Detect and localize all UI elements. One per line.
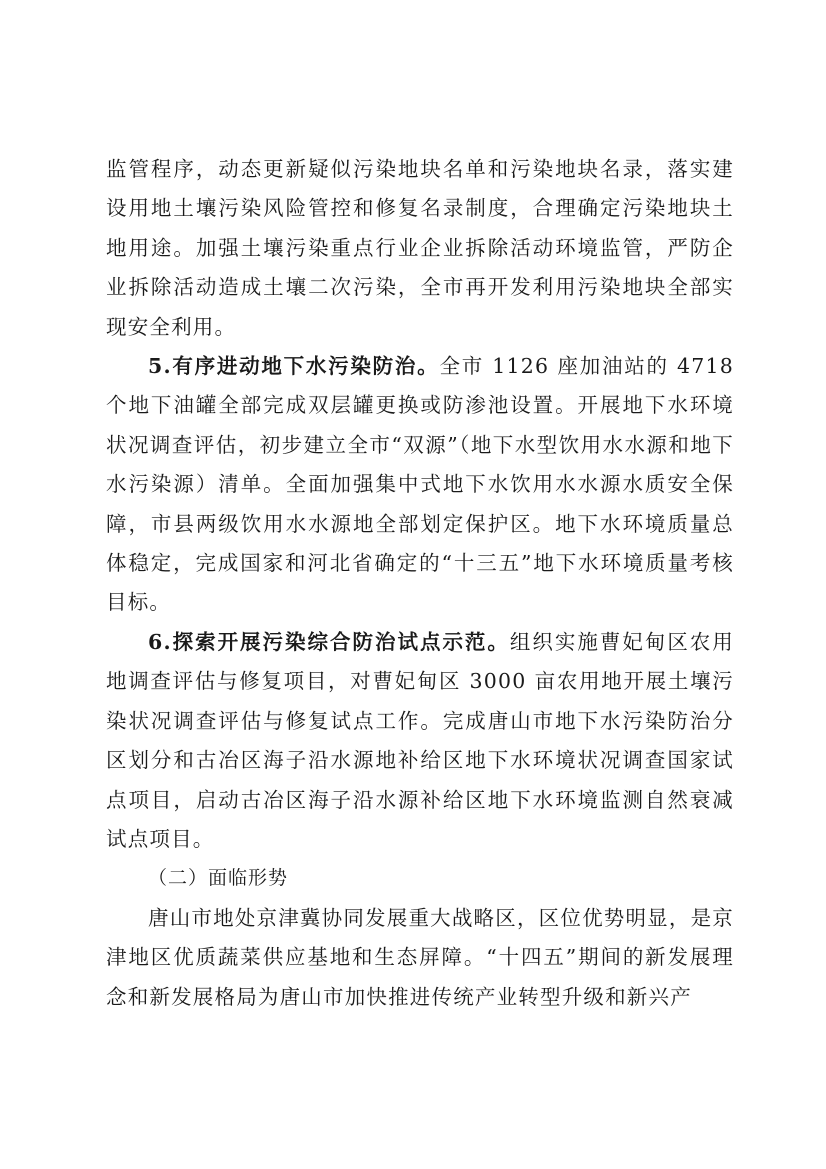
paragraph-text: 监管程序，动态更新疑似污染地块名单和污染地块名录，落实建设用地土壤污染风险管控和修复名录制度，合理确定污染地块土地用途。加强土壤污染重点行业企业拆除活动环境监管，严防企业拆除活动造成土壤二次污染，全市再开发利用污染地块全部实现安全利用。 xyxy=(106,157,734,339)
body-text xyxy=(106,150,734,1017)
paragraph-groundwater-prevention xyxy=(106,347,734,623)
paragraph-lead: 6.探索开展污染综合防治试点示范。 xyxy=(148,629,510,654)
paragraph-text: 全市 1126 座加油站的 4718 个地下油罐全部完成双层罐更换或防渗池设置。开展地下水环境状况调查评估，初步建立全市“双源”（地下水型饮用水水源和地下水污染源）清单。全面加强集中式地下水饮用水水源水质安全保障，市县两级饮用水水源地全部划定保护区。地下水环境质量总体稳定，完成国家和河北省确定的“十三五”地下水环境质量考核目标。 xyxy=(106,354,734,615)
paragraph-text: 唐山市地处京津冀协同发展重大战略区，区位优势明显，是京津地区优质蔬菜供应基地和生态屏障。“十四五”期间的新发展理念和新发展格局为唐山市加快推进传统产业转型升级和新兴产 xyxy=(106,905,734,1009)
paragraph-lead: 5.有序进动地下水污染防治。 xyxy=(148,354,440,379)
paragraph-situation xyxy=(106,899,734,1017)
paragraph-text: 组织实施曹妃甸区农用地调查评估与修复项目，对曹妃甸区 3000 亩农用地开展土壤污染状况调查评估与修复试点工作。完成唐山市地下水污染防治分区划分和古冶区海子沿水源地补给区地下水环境状况调查国家试点项目，启动古冶区海子沿水源补给区地下水环境监测自然衰减试点项目。 xyxy=(106,629,734,851)
section-heading: （二）面临形势 xyxy=(148,867,289,890)
paragraph-pilot-demonstration xyxy=(106,623,734,859)
paragraph-land-supervision xyxy=(106,150,734,347)
